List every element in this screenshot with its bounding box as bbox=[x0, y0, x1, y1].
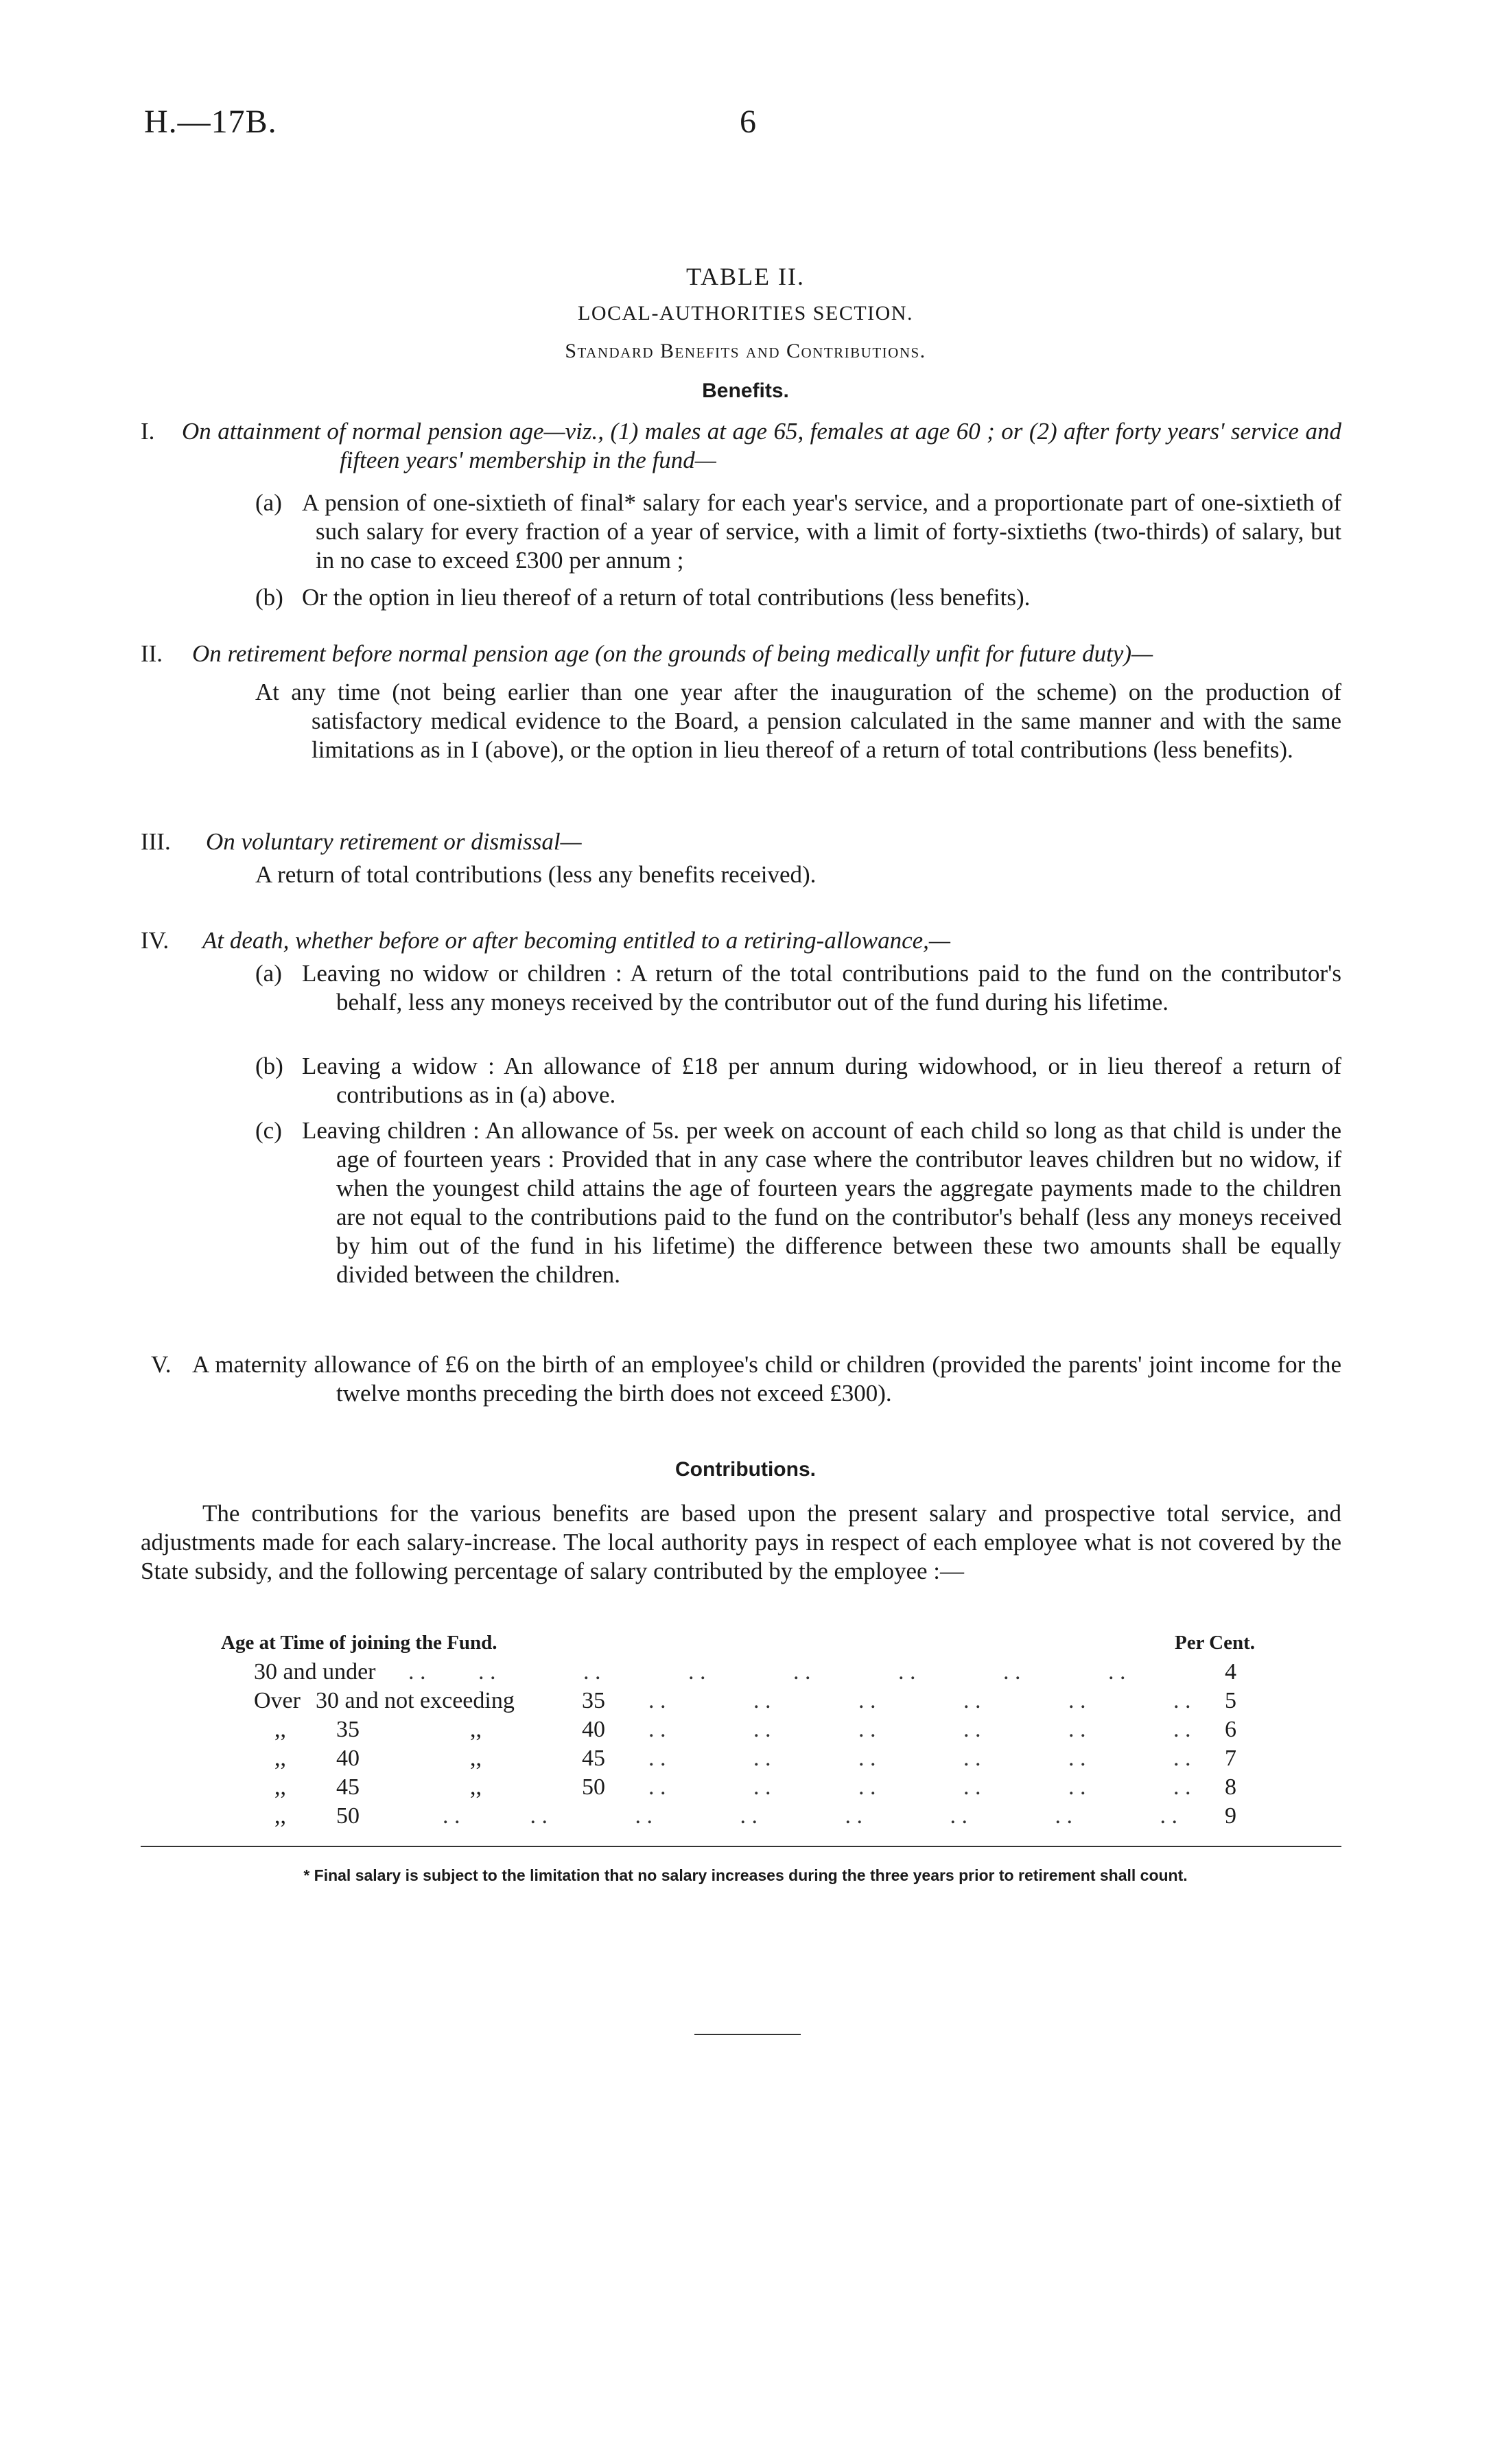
leader-dots: . . . . . . . . . . . . bbox=[648, 1774, 1191, 1800]
benefit-iv-c bbox=[302, 1116, 1341, 1289]
benefit-v bbox=[192, 1350, 1341, 1408]
row-age-from: 35 bbox=[336, 1717, 360, 1742]
row-age-to: 45 bbox=[582, 1746, 605, 1771]
row-age-from: 45 bbox=[336, 1774, 360, 1800]
benefit-iv-a bbox=[302, 959, 1341, 1017]
table-row bbox=[220, 1717, 1290, 1744]
subsection-title: Standard Benefits and Contributions. bbox=[565, 340, 926, 362]
table-row bbox=[220, 1659, 1290, 1687]
row-age-to: 35 bbox=[582, 1688, 605, 1713]
row-age-range: 30 and under bbox=[254, 1659, 376, 1685]
table-row bbox=[220, 1746, 1290, 1773]
row-prefix: ,, bbox=[274, 1717, 286, 1742]
leader-dots: . . . . . . . . . . . . bbox=[648, 1688, 1191, 1713]
row-percent: 4 bbox=[1225, 1659, 1236, 1685]
benefit-v-numeral: V. bbox=[151, 1351, 172, 1378]
table-title: TABLE II. bbox=[685, 263, 806, 290]
benefits-heading: Benefits. bbox=[702, 379, 789, 402]
benefit-i-a-label: (a) bbox=[255, 489, 282, 516]
benefit-iv-a-label: (a) bbox=[255, 960, 282, 987]
row-percent: 5 bbox=[1225, 1688, 1236, 1713]
benefit-iii-heading: On voluntary retirement or dismissal— bbox=[206, 828, 582, 855]
benefit-iv-b-text: Leaving a widow : An allowance of £18 per annum during widowhood, or in lieu thereof a return of contributions as in (a) above. bbox=[302, 1053, 1341, 1108]
row-prefix: ,, bbox=[274, 1803, 286, 1829]
row-percent: 8 bbox=[1225, 1774, 1236, 1800]
end-rule bbox=[694, 2034, 801, 2035]
benefit-ii-numeral: II. bbox=[141, 640, 163, 667]
leader-dots: . . . . . . . . . . . . . . . . bbox=[408, 1659, 1126, 1685]
row-ditto: ,, bbox=[470, 1746, 482, 1771]
benefit-i-heading bbox=[182, 417, 1341, 475]
row-age-to: 40 bbox=[582, 1717, 605, 1742]
benefit-ii-heading: On retirement before normal pension age (on the grounds of being medically unfit for future duty)— bbox=[192, 640, 1153, 667]
contributions-intro: The contributions for the various benefits are based upon the present salary and prospective total service, and adjustments made for each salary-increase. The local authority pays in respect of each employee what is not covered by the State subsidy, and the following percentage of salary contributed by the employee :— bbox=[141, 1500, 1341, 1584]
benefit-iv-b-label: (b) bbox=[255, 1053, 283, 1079]
table-col-age: Age at Time of joining the Fund. bbox=[221, 1632, 497, 1654]
row-age-from: 40 bbox=[336, 1746, 360, 1771]
benefit-iv-c-text: Leaving children : An allowance of 5s. per week on account of each child so long as that child is under the age of fourteen years : Provided that in any case where the contributor leaves children but no widow, if when the youngest child attains the age of fourteen years the aggregate payments made to the children are not equal to the contributions paid to the fund on the contributor's behalf (less any moneys received by him out of the fund in his lifetime) the difference between these two amounts shall be equally divided between the children. bbox=[302, 1117, 1341, 1288]
row-prefix: Over bbox=[254, 1688, 301, 1713]
table-row bbox=[220, 1688, 1290, 1715]
benefit-iv-a-text: Leaving no widow or children : A return of the total contributions paid to the fund on the contributor's behalf, less any moneys received by the contributor out of the fund during his lifetime. bbox=[302, 960, 1341, 1016]
document-reference: H.—17B. bbox=[144, 104, 277, 140]
table-row bbox=[220, 1803, 1290, 1831]
section-title: LOCAL-AUTHORITIES SECTION. bbox=[578, 302, 913, 325]
table-col-percent: Per Cent. bbox=[1175, 1632, 1256, 1654]
row-percent: 7 bbox=[1225, 1746, 1236, 1771]
benefit-v-text: A maternity allowance of £6 on the birth of an employee's child or children (provided the parents' joint income for the twelve months preceding the birth does not exceed £300). bbox=[192, 1351, 1341, 1407]
row-age-range: 30 and not exceeding bbox=[316, 1688, 515, 1713]
row-age-to: 50 bbox=[582, 1774, 605, 1800]
footnote: * Final salary is subject to the limitation that no salary increases during the three years prior to retirement shall count. bbox=[303, 1866, 1188, 1884]
row-percent: 9 bbox=[1225, 1803, 1236, 1829]
row-prefix: ,, bbox=[274, 1746, 286, 1771]
benefit-i-b-text: Or the option in lieu thereof of a return of total contributions (less benefits). bbox=[302, 584, 1031, 611]
benefit-i-a bbox=[302, 489, 1341, 575]
benefit-iii-numeral: III. bbox=[141, 828, 171, 855]
benefit-iv-numeral: IV. bbox=[141, 927, 169, 954]
benefit-iv-b bbox=[302, 1052, 1341, 1110]
leader-dots: . . . . . . . . . . . . bbox=[648, 1717, 1191, 1742]
table-bottom-rule bbox=[141, 1846, 1341, 1847]
row-age-from: 50 bbox=[336, 1803, 360, 1829]
benefit-i-a-text: A pension of one-sixtieth of final* salary for each year's service, and a proportionate part of one-sixtieth of such salary for every fraction of a year of service, with a limit of forty-sixtieths (two-thirds) of salary, but in no case to exceed £300 per annum ; bbox=[302, 489, 1341, 574]
page-number: 6 bbox=[740, 104, 756, 140]
benefit-iv-heading: At death, whether before or after becoming entitled to a retiring-allowance,— bbox=[202, 927, 951, 954]
table-row bbox=[220, 1774, 1290, 1802]
benefit-i-numeral: I. bbox=[141, 418, 155, 445]
contributions-heading: Contributions. bbox=[675, 1458, 816, 1481]
benefit-i-b-label: (b) bbox=[255, 584, 283, 611]
leader-dots: . . . . . . . . . . . . bbox=[648, 1746, 1191, 1771]
row-ditto: ,, bbox=[470, 1774, 482, 1800]
benefit-i-heading-text: On attainment of normal pension age—viz., (1) males at age 65, females at age 60 ; or (2) after forty years' service and fifteen years' membership in the fund— bbox=[182, 418, 1341, 473]
benefit-ii bbox=[255, 678, 1341, 764]
benefit-iv-c-label: (c) bbox=[255, 1117, 282, 1144]
row-ditto: ,, bbox=[470, 1717, 482, 1742]
leader-dots: . . . . . . . . . . . . . . . . bbox=[443, 1803, 1177, 1829]
row-percent: 6 bbox=[1225, 1717, 1236, 1742]
benefit-ii-text: At any time (not being earlier than one year after the inauguration of the scheme) on the production of satisfactory medical evidence to the Board, a pension calculated in the same manner and with the same limitations as in I (above), or the option in lieu thereof of a return of total contributions (less benefits). bbox=[255, 679, 1341, 763]
row-prefix: ,, bbox=[274, 1774, 286, 1800]
benefit-iii-text: A return of total contributions (less any benefits received). bbox=[255, 861, 817, 888]
